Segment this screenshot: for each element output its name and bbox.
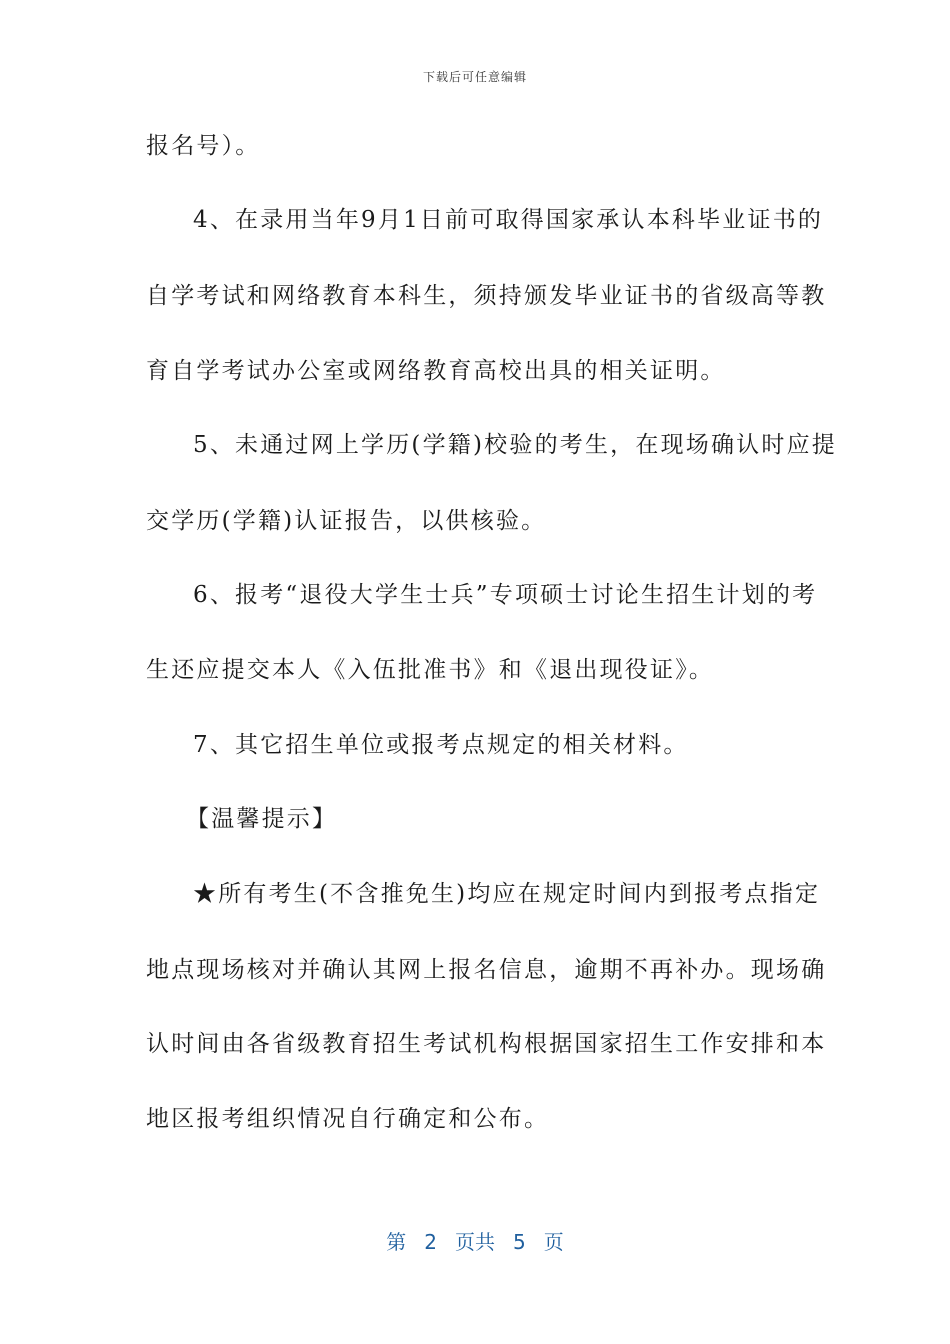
paragraph-line: 自学考试和网络教育本科生，须持颁发毕业证书的省级高等教	[146, 283, 827, 309]
paragraph-line: 4、在录用当年9月1日前可取得国家承认本科毕业证书的	[193, 207, 824, 233]
page-footer	[0, 1226, 950, 1255]
paragraph-line: 育自学考试办公室或网络教育高校出具的相关证明。	[146, 358, 726, 384]
paragraph-line: 报名号）。	[146, 133, 261, 159]
footer-total-pages: 5	[513, 1230, 526, 1254]
paragraph-line: 5、未通过网上学历(学籍)校验的考生，在现场确认时应提	[193, 432, 837, 458]
header-note: 下载后可任意编辑	[422, 70, 527, 84]
paragraph-line: 交学历(学籍)认证报告，以供核验。	[146, 508, 547, 534]
paragraph-line: 生还应提交本人《入伍批准书》和《退出现役证》。	[146, 657, 715, 683]
paragraph-line: ★所有考生(不含推免生)均应在规定时间内到报考点指定	[193, 881, 821, 907]
footer-prefix: 第	[386, 1230, 407, 1254]
footer-middle: 页共	[455, 1230, 495, 1254]
section-heading: 【温馨提示】	[186, 806, 338, 832]
footer-page-number: 2	[424, 1230, 437, 1254]
paragraph-line: 7、其它招生单位或报考点规定的相关材料。	[193, 732, 689, 758]
paragraph-line: 6、报考“退役大学生士兵”专项硕士讨论生招生计划的考	[193, 582, 818, 608]
paragraph-line: 认时间由各省级教育招生考试机构根据国家招生工作安排和本	[146, 1031, 827, 1057]
paragraph-line: 地区报考组织情况自行确定和公布。	[146, 1106, 550, 1132]
paragraph-line: 地点现场核对并确认其网上报名信息，逾期不再补办。现场确	[146, 957, 827, 983]
footer-suffix: 页	[543, 1230, 564, 1254]
